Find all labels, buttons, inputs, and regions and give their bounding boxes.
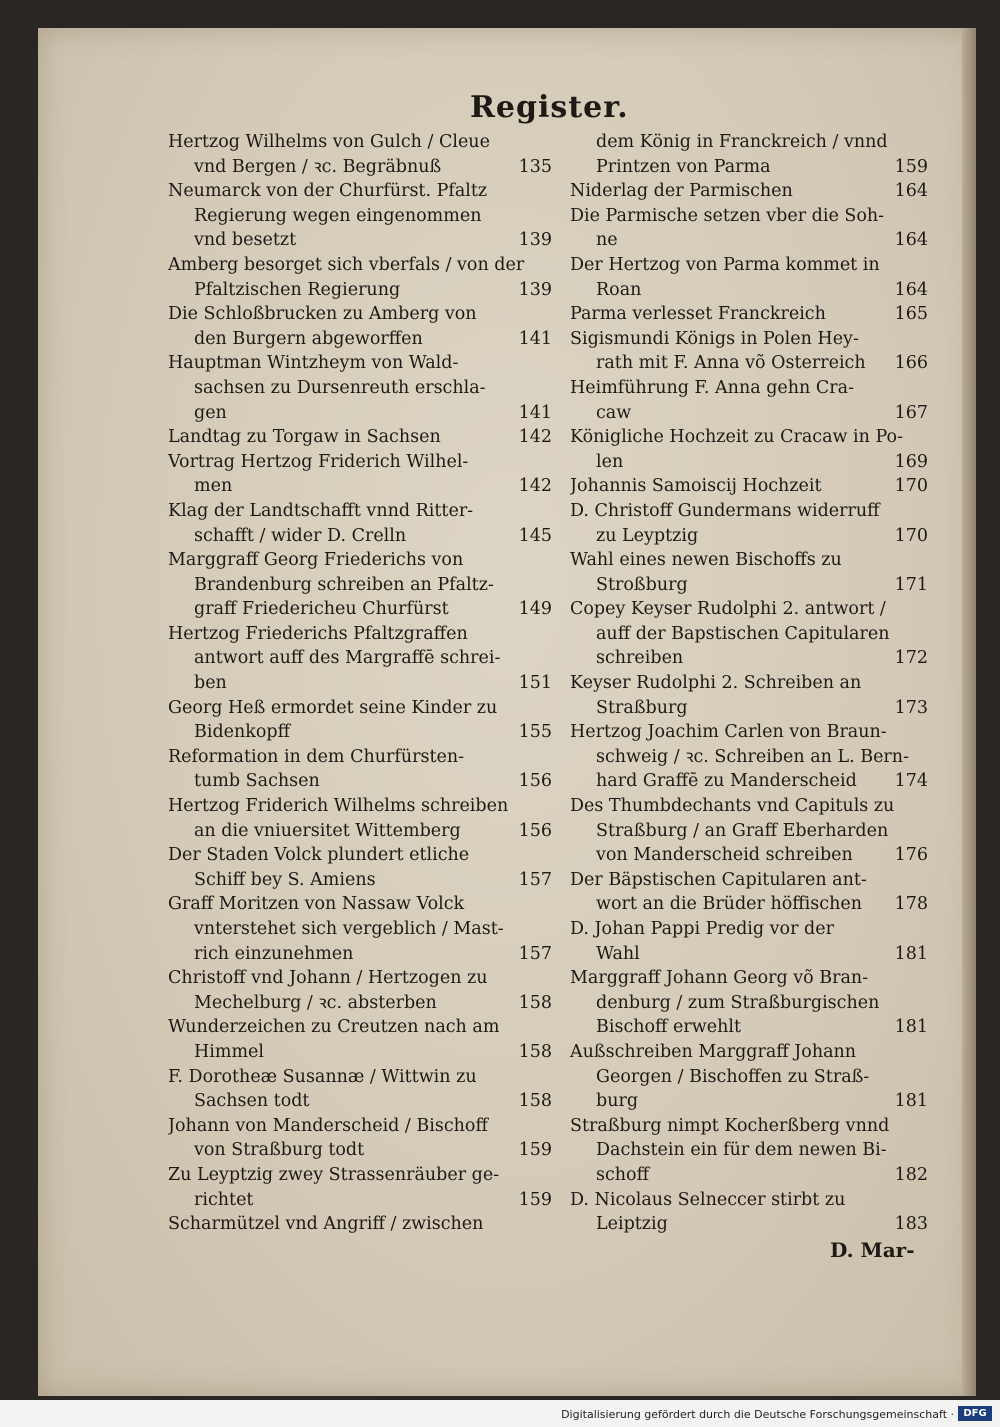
- entry-line: [570, 1212, 932, 1237]
- register-entry: [168, 351, 556, 425]
- entry-line: [168, 1015, 556, 1040]
- entry-line: [168, 524, 556, 549]
- register-entry: [168, 130, 556, 179]
- page-number: 159: [518, 1189, 552, 1210]
- page-number: 164: [894, 181, 928, 202]
- register-entry: [570, 794, 932, 868]
- entry-line: [168, 597, 556, 622]
- register-entry: [168, 1015, 556, 1064]
- register-entry: [570, 1114, 932, 1188]
- entry-line: [570, 868, 932, 893]
- entry-line: [168, 819, 556, 844]
- entry-line: [570, 745, 932, 770]
- page-number: 157: [518, 869, 552, 890]
- entry-line: [570, 892, 932, 917]
- register-entry: [570, 130, 932, 179]
- entry-text: richtet: [194, 1189, 254, 1210]
- entry-text: Landtag zu Torgaw in Sachsen: [168, 427, 441, 448]
- entry-line: [168, 130, 556, 155]
- page-number: 158: [518, 1041, 552, 1062]
- register-entry: [168, 843, 556, 892]
- entry-line: [570, 228, 932, 253]
- entry-line: [570, 548, 932, 573]
- entry-line: [570, 327, 932, 352]
- entry-line: [570, 622, 932, 647]
- page-number: 155: [518, 722, 552, 743]
- entry-line: [570, 474, 932, 499]
- entry-text: Georgen / Bischoffen zu Straß-: [596, 1066, 870, 1087]
- entry-text: men: [194, 476, 233, 497]
- entry-line: [570, 843, 932, 868]
- entry-text: von Manderscheid schreiben: [596, 845, 853, 866]
- entry-text: hard Graffē zu Manderscheid: [596, 771, 857, 792]
- entry-line: [570, 1163, 932, 1188]
- entry-line: [570, 302, 932, 327]
- entry-line: [570, 278, 932, 303]
- page-number: 165: [894, 304, 928, 325]
- entry-line: [168, 228, 556, 253]
- entry-text: Amberg besorget sich vberfals / von der: [168, 254, 525, 275]
- register-entry: [570, 966, 932, 1040]
- page-number: 164: [894, 230, 928, 251]
- register-column-right: [570, 130, 932, 1237]
- entry-line: [570, 720, 932, 745]
- entry-text: Niderlag der Parmischen: [570, 181, 793, 202]
- page-number: 141: [518, 402, 552, 423]
- register-entry: [570, 327, 932, 376]
- entry-text: schafft / wider D. Crelln: [194, 525, 407, 546]
- entry-line: [168, 892, 556, 917]
- page-number: 173: [894, 697, 928, 718]
- page-number: 149: [518, 599, 552, 620]
- entry-text: vnd besetzt: [194, 230, 297, 251]
- entry-text: schweig / ꝛc. Schreiben an L. Bern-: [596, 746, 909, 767]
- entry-text: Parma verlesset Franckreich: [570, 304, 826, 325]
- page-number: 178: [894, 894, 928, 915]
- entry-text: Roan: [596, 279, 642, 300]
- register-entry: [570, 425, 932, 474]
- register-entry: [570, 868, 932, 917]
- entry-line: [168, 917, 556, 942]
- entry-text: zu Leyptzig: [596, 525, 699, 546]
- entry-line: [570, 351, 932, 376]
- entry-text: rath mit F. Anna võ Osterreich: [596, 353, 866, 374]
- entry-line: [570, 671, 932, 696]
- entry-line: [570, 425, 932, 450]
- entry-text: Graff Moritzen von Nassaw Volck: [168, 894, 465, 915]
- entry-text: burg: [596, 1091, 639, 1112]
- entry-text: Bischoff erwehlt: [596, 1017, 741, 1038]
- entry-line: [570, 1089, 932, 1114]
- entry-text: Leiptzig: [596, 1214, 668, 1235]
- entry-text: Pfaltzischen Regierung: [194, 279, 401, 300]
- entry-text: sachsen zu Dursenreuth erschla-: [194, 377, 486, 398]
- entry-text: tumb Sachsen: [194, 771, 320, 792]
- page-number: 157: [518, 943, 552, 964]
- entry-line: [168, 868, 556, 893]
- entry-text: Wunderzeichen zu Creutzen nach am: [168, 1017, 500, 1038]
- entry-text: Reformation in dem Churfürsten-: [168, 746, 465, 767]
- register-entry: [168, 1163, 556, 1212]
- entry-line: [168, 401, 556, 426]
- page-number: 151: [518, 673, 552, 694]
- entry-text: rich einzunehmen: [194, 943, 354, 964]
- register-entry: [570, 376, 932, 425]
- page-number: 158: [518, 992, 552, 1013]
- entry-text: antwort auff des Margraffē schrei-: [194, 648, 501, 669]
- register-entry: [570, 204, 932, 253]
- register-entry: [168, 696, 556, 745]
- entry-line: [570, 1065, 932, 1090]
- entry-line: [168, 302, 556, 327]
- page-number: 181: [894, 1091, 928, 1112]
- entry-line: [570, 794, 932, 819]
- page-number: 170: [894, 525, 928, 546]
- register-entry: [168, 548, 556, 622]
- page-number: 156: [518, 771, 552, 792]
- entry-line: [168, 769, 556, 794]
- entry-text: wort an die Brüder höffischen: [596, 894, 862, 915]
- page-number: 139: [518, 279, 552, 300]
- entry-line: [168, 720, 556, 745]
- page-number: 172: [894, 648, 928, 669]
- register-entry: [570, 1040, 932, 1114]
- page-number: 170: [894, 476, 928, 497]
- entry-line: [168, 351, 556, 376]
- entry-text: len: [596, 451, 624, 472]
- entry-text: Königliche Hochzeit zu Cracaw in Po-: [570, 427, 903, 448]
- register-entry: [168, 622, 556, 696]
- page-number: 159: [518, 1140, 552, 1161]
- entry-text: Wahl eines newen Bischoffs zu: [570, 550, 842, 571]
- entry-text: Marggraff Johann Georg võ Bran-: [570, 968, 869, 989]
- register-entry: [168, 892, 556, 966]
- entry-line: [570, 696, 932, 721]
- entry-line: [168, 327, 556, 352]
- register-entry: [168, 450, 556, 499]
- entry-text: caw: [596, 402, 632, 423]
- register-entry: [570, 302, 932, 327]
- page-number: 142: [518, 476, 552, 497]
- entry-text: Hauptman Wintzheym von Wald-: [168, 353, 459, 374]
- entry-line: [168, 376, 556, 401]
- entry-text: Keyser Rudolphi 2. Schreiben an: [570, 673, 862, 694]
- register-column-left: [168, 130, 556, 1237]
- entry-line: [570, 204, 932, 229]
- entry-line: [168, 1040, 556, 1065]
- entry-line: [570, 450, 932, 475]
- entry-line: [168, 1138, 556, 1163]
- register-entry: [168, 179, 556, 253]
- entry-line: [168, 1163, 556, 1188]
- entry-line: [168, 942, 556, 967]
- entry-text: Stroßburg: [596, 574, 688, 595]
- entry-text: Scharmützel vnd Angriff / zwischen: [168, 1214, 484, 1235]
- entry-line: [168, 278, 556, 303]
- dfg-logo: DFG: [958, 1406, 992, 1421]
- entry-line: [168, 179, 556, 204]
- page-number: 176: [894, 845, 928, 866]
- entry-line: [168, 671, 556, 696]
- entry-text: dem König in Franckreich / vnnd: [596, 132, 888, 152]
- entry-text: Brandenburg schreiben an Pfaltz-: [194, 574, 494, 595]
- entry-line: [570, 942, 932, 967]
- entry-line: [570, 253, 932, 278]
- running-head: Register.: [470, 90, 629, 125]
- register-entry: [570, 179, 932, 204]
- page-number: 171: [894, 574, 928, 595]
- entry-text: Dachstein ein für dem newen Bi-: [596, 1140, 887, 1161]
- entry-text: von Straßburg todt: [194, 1140, 365, 1161]
- entry-line: [570, 819, 932, 844]
- entry-text: Der Staden Volck plundert etliche: [168, 845, 470, 866]
- page-edge: [962, 28, 976, 1396]
- page-number: 159: [894, 156, 928, 177]
- entry-line: [570, 155, 932, 180]
- entry-text: Hertzog Joachim Carlen von Braun-: [570, 722, 887, 743]
- entry-text: Außschreiben Marggraff Johann: [570, 1041, 857, 1062]
- entry-line: [168, 425, 556, 450]
- funding-notice: Digitalisierung gefördert durch die Deutsche Forschungsgemeinschaft ·: [561, 1408, 954, 1421]
- page-number: 158: [518, 1091, 552, 1112]
- entry-line: [168, 499, 556, 524]
- entry-text: Hertzog Wilhelms von Gulch / Cleue: [168, 132, 490, 152]
- entry-line: [570, 376, 932, 401]
- entry-text: an die vniuersitet Wittemberg: [194, 820, 461, 841]
- entry-line: [168, 1065, 556, 1090]
- page-number: 142: [518, 427, 552, 448]
- entry-text: Copey Keyser Rudolphi 2. antwort /: [570, 599, 886, 620]
- page-number: 181: [894, 1017, 928, 1038]
- entry-text: schoff: [596, 1164, 650, 1185]
- entry-text: Christoff vnd Johann / Hertzogen zu: [168, 968, 488, 989]
- entry-text: Johann von Manderscheid / Bischoff: [168, 1115, 488, 1136]
- register-entry: [168, 302, 556, 351]
- entry-text: Des Thumbdechants vnd Capituls zu: [570, 796, 895, 817]
- register-entry: [168, 499, 556, 548]
- entry-line: [570, 1138, 932, 1163]
- entry-line: [168, 1188, 556, 1213]
- entry-text: Zu Leyptzig zwey Strassenräuber ge-: [168, 1164, 500, 1185]
- entry-text: Der Hertzog von Parma kommet in: [570, 254, 880, 275]
- entry-text: Vortrag Hertzog Friderich Wilhel-: [168, 451, 469, 472]
- entry-text: F. Dorotheæ Susannæ / Wittwin zu: [168, 1066, 477, 1087]
- entry-line: [570, 524, 932, 549]
- entry-text: D. Johan Pappi Predig vor der: [570, 919, 834, 939]
- entry-line: [168, 155, 556, 180]
- entry-line: [570, 499, 932, 524]
- entry-line: [570, 966, 932, 991]
- page-number: 181: [894, 943, 928, 964]
- entry-line: [168, 646, 556, 671]
- entry-text: D. Christoff Gundermans widerruff: [570, 500, 880, 521]
- entry-text: Mechelburg / ꝛc. absterben: [194, 992, 437, 1013]
- catchword: D. Mar-: [830, 1238, 915, 1262]
- entry-line: [570, 1015, 932, 1040]
- entry-text: Straßburg: [596, 697, 688, 718]
- entry-text: gen: [194, 402, 227, 423]
- entry-line: [570, 1040, 932, 1065]
- entry-line: [168, 573, 556, 598]
- entry-text: denburg / zum Straßburgischen: [596, 992, 880, 1013]
- entry-text: Die Schloßbrucken zu Amberg von: [168, 304, 477, 325]
- entry-line: [570, 401, 932, 426]
- entry-line: [168, 966, 556, 991]
- entry-text: Georg Heß ermordet seine Kinder zu: [168, 697, 498, 718]
- entry-line: [168, 450, 556, 475]
- entry-line: [570, 917, 932, 942]
- entry-line: [570, 1114, 932, 1139]
- register-entry: [570, 474, 932, 499]
- entry-text: Neumarck von der Churfürst. Pfaltz: [168, 181, 488, 202]
- entry-text: Printzen von Parma: [596, 156, 771, 177]
- entry-line: [570, 573, 932, 598]
- register-entry: [570, 1188, 932, 1237]
- entry-line: [168, 474, 556, 499]
- entry-line: [168, 204, 556, 229]
- entry-line: [168, 253, 556, 278]
- entry-text: Klag der Landtschafft vnnd Ritter-: [168, 500, 474, 521]
- page-number: 156: [518, 820, 552, 841]
- entry-line: [168, 1114, 556, 1139]
- entry-text: Regierung wegen eingenommen: [194, 205, 482, 226]
- entry-text: ne: [596, 230, 618, 251]
- entry-text: schreiben: [596, 648, 684, 669]
- entry-line: [570, 130, 932, 155]
- register-entry: [570, 499, 932, 548]
- page-number: 169: [894, 451, 928, 472]
- entry-text: Straßburg / an Graff Eberharden: [596, 820, 889, 841]
- page-number: 174: [894, 771, 928, 792]
- register-entry: [570, 720, 932, 794]
- register-entry: [570, 253, 932, 302]
- page-number: 139: [518, 230, 552, 251]
- entry-text: Straßburg nimpt Kocherßberg vnnd: [570, 1115, 890, 1136]
- page-number: 182: [894, 1164, 928, 1185]
- entry-text: Johannis Samoiscij Hochzeit: [570, 476, 822, 497]
- page-number: 164: [894, 279, 928, 300]
- page-number: 167: [894, 402, 928, 423]
- entry-text: vnd Bergen / ꝛc. Begräbnuß: [194, 156, 442, 177]
- entry-text: Schiff bey S. Amiens: [194, 869, 376, 890]
- entry-line: [570, 646, 932, 671]
- page-number: 135: [518, 156, 552, 177]
- entry-line: [168, 843, 556, 868]
- register-entry: [570, 917, 932, 966]
- entry-line: [168, 1212, 556, 1237]
- entry-line: [570, 179, 932, 204]
- page-number: 166: [894, 353, 928, 374]
- register-entry: [168, 425, 556, 450]
- page-number: 183: [894, 1214, 928, 1235]
- entry-line: [168, 745, 556, 770]
- register-entry: [168, 1212, 556, 1237]
- entry-text: Bidenkopff: [194, 722, 291, 743]
- entry-line: [168, 794, 556, 819]
- entry-text: ben: [194, 673, 227, 694]
- entry-line: [570, 597, 932, 622]
- page-number: 141: [518, 328, 552, 349]
- entry-line: [570, 1188, 932, 1213]
- entry-text: Sachsen todt: [194, 1091, 310, 1112]
- register-entry: [168, 794, 556, 843]
- entry-text: Hertzog Friderich Wilhelms schreiben: [168, 796, 509, 817]
- entry-line: [570, 769, 932, 794]
- entry-text: vnterstehet sich vergeblich / Mast-: [194, 919, 504, 939]
- entry-text: Die Parmische setzen vber die Soh-: [570, 205, 885, 226]
- entry-line: [168, 622, 556, 647]
- register-entry: [570, 671, 932, 720]
- entry-text: Himmel: [194, 1041, 264, 1062]
- entry-line: [168, 1089, 556, 1114]
- register-entry: [168, 1065, 556, 1114]
- register-entry: [168, 966, 556, 1015]
- entry-text: Marggraff Georg Friederichs von: [168, 550, 464, 571]
- entry-line: [168, 548, 556, 573]
- register-entry: [168, 745, 556, 794]
- register-entry: [570, 597, 932, 671]
- entry-text: graff Friedericheu Churfürst: [194, 599, 449, 620]
- entry-text: Der Bäpstischen Capitularen ant-: [570, 869, 867, 890]
- register-entry: [570, 548, 932, 597]
- entry-text: Wahl: [596, 943, 640, 964]
- entry-text: Heimführung F. Anna gehn Cra-: [570, 377, 854, 398]
- register-entry: [168, 253, 556, 302]
- entry-text: auff der Bapstischen Capitularen: [596, 623, 890, 644]
- entry-line: [168, 696, 556, 721]
- entry-text: Hertzog Friederichs Pfaltzgraffen: [168, 623, 468, 644]
- entry-line: [570, 991, 932, 1016]
- register-entry: [168, 1114, 556, 1163]
- entry-text: den Burgern abgeworffen: [194, 328, 423, 349]
- entry-line: [168, 991, 556, 1016]
- entry-text: Sigismundi Königs in Polen Hey-: [570, 328, 859, 349]
- page-number: 145: [518, 525, 552, 546]
- entry-text: D. Nicolaus Selneccer stirbt zu: [570, 1189, 846, 1210]
